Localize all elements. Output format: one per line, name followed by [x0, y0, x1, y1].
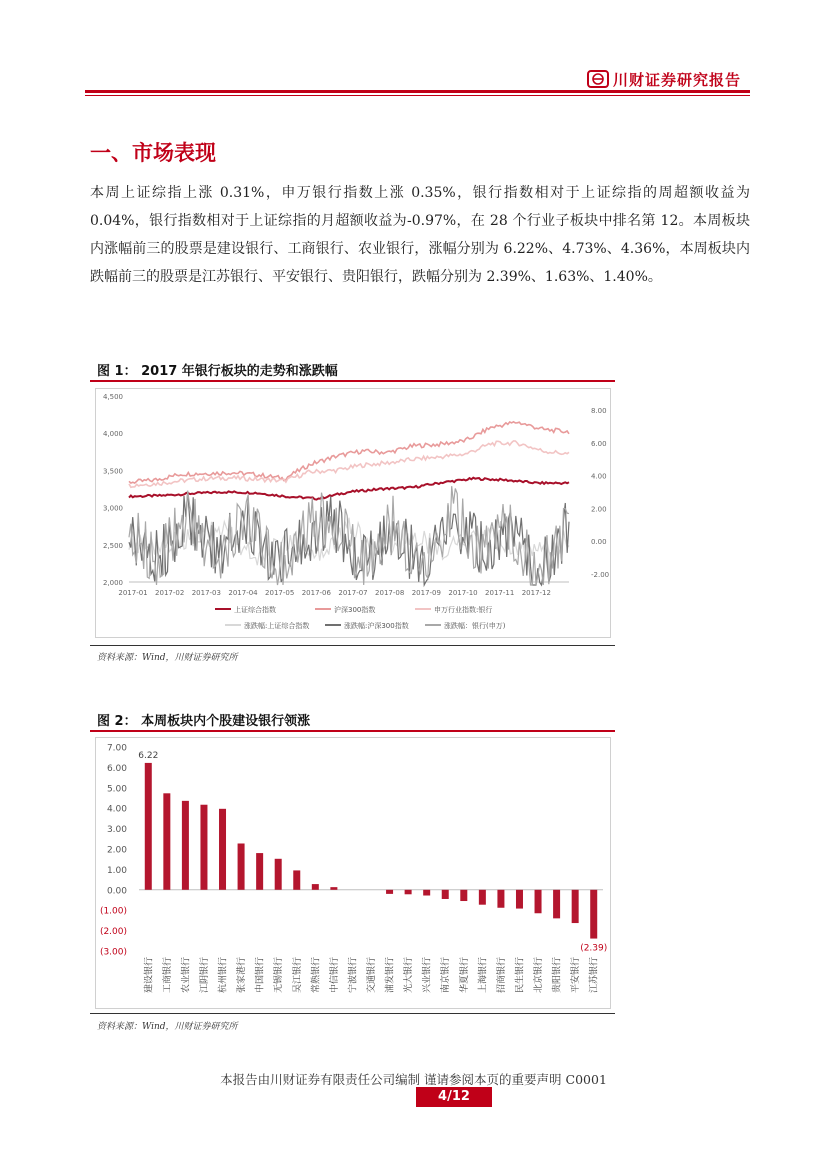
- body-paragraph: 本周上证综指上涨 0.31%，申万银行指数上涨 0.35%，银行指数相对于上证综指的周超额收益为 0.04%，银行指数相对于上证综指的月超额收益为-0.97%，在 28 个行业子板块中排名第 12。本周板块内涨幅前三的股票是建设银行、工商银行、农业银行，涨幅分别为 6.22%、4.73%、4.36%，本周板块内跌幅前三的股票是江苏银行、平安银行、贵阳银行，跌幅分别为 2.39%、1.63%、1.40%。: [90, 185, 750, 285]
- chart2-y-tick: 2.00: [106, 845, 127, 856]
- figure1-source: 资料来源：Wind，川财证券研究所: [97, 653, 238, 663]
- chart2-bar: [330, 887, 337, 890]
- chart2-bar: [516, 890, 523, 909]
- chart1-legend-label: 上证综合指数: [234, 606, 276, 614]
- chart2-bar: [442, 890, 449, 899]
- header-rule: [85, 90, 750, 93]
- figure2-rule: [90, 730, 615, 732]
- chart2-category-label: 宁波银行: [348, 957, 359, 994]
- chart2-category-label: 光大银行: [404, 957, 415, 994]
- chart2-bar: [219, 809, 226, 890]
- chart2-category-label: 张家港行: [237, 957, 248, 994]
- chart2-y-tick: 5.00: [106, 784, 127, 795]
- chart1-x-tick: 2017-12: [521, 589, 551, 597]
- brand-logo-icon: [587, 70, 609, 88]
- chart2-category-label: 兴业银行: [422, 957, 433, 994]
- chart1-x-tick: 2017-05: [265, 589, 295, 597]
- chart2-data-label-last: (2.39): [580, 943, 608, 954]
- chart1-x-tick: 2017-09: [411, 589, 441, 597]
- chart1-right-tick: 0.00: [591, 538, 607, 547]
- chart2-category-label: 农业银行: [181, 957, 192, 994]
- chart2-bar: [312, 884, 319, 890]
- chart2-category-label: 江阴银行: [199, 957, 210, 994]
- figure1-rule: [90, 380, 615, 382]
- chart1-right-tick: 4.00: [591, 472, 607, 481]
- chart1-x-tick: 2017-10: [448, 589, 478, 597]
- figure2-title: 图 2： 本周板块内个股建设银行领涨: [97, 714, 311, 729]
- chart1-x-tick: 2017-04: [228, 589, 258, 597]
- chart2-bar: [460, 890, 467, 901]
- chart2-bar: [535, 890, 542, 913]
- chart1-legend-label: 涨跌幅:沪深300指数: [344, 622, 409, 630]
- chart2-y-tick: 0.00: [106, 886, 127, 897]
- chart2-y-tick: 6.00: [106, 763, 127, 774]
- chart2-bar: [497, 890, 504, 908]
- chart2-category-label: 北京银行: [534, 957, 545, 994]
- chart1-x-tick: 2017-03: [191, 589, 221, 597]
- footer-disclaimer: 本报告由川财证券有限责任公司编制 谨请参阅本页的重要声明 C0001: [220, 1072, 607, 1087]
- figure1-bottom-rule: [90, 645, 615, 646]
- chart1-legend-label: 涨跌幅：银行(申万): [444, 622, 506, 630]
- chart2-category-label: 平安银行: [571, 957, 582, 994]
- chart1-x-tick: 2017-07: [338, 589, 368, 597]
- chart2-y-tick: 4.00: [106, 804, 127, 815]
- chart1-frame: [96, 389, 611, 638]
- chart2-bar: [182, 801, 189, 890]
- chart2-y-tick: (2.00): [99, 927, 127, 938]
- chart2-category-label: 杭州银行: [218, 957, 229, 994]
- chart2-category-label: 常熟银行: [311, 957, 322, 994]
- chart2-bar: [405, 890, 412, 894]
- chart2-category-label: 建设银行: [144, 957, 155, 994]
- chart1-legend-label: 涨跌幅:上证综合指数: [244, 622, 310, 630]
- chart2-category-label: 工商银行: [162, 957, 173, 994]
- chart2-y-tick: (3.00): [99, 947, 127, 958]
- chart2-bar: [275, 859, 282, 890]
- chart1: [95, 388, 611, 638]
- chart2-category-label: 浦发银行: [385, 957, 396, 994]
- chart1-x-tick: 2017-08: [375, 589, 405, 597]
- chart2-bar: [572, 890, 579, 923]
- chart2-category-label: 中信银行: [329, 957, 340, 994]
- chart2-category-label: 上海银行: [478, 957, 489, 994]
- chart2-bar: [256, 853, 263, 890]
- chart2-data-label-first: 6.22: [138, 750, 159, 761]
- chart2-bar: [145, 763, 152, 890]
- chart2: [95, 737, 611, 1009]
- chart2-bar: [293, 870, 300, 889]
- chart1-left-tick: 3,500: [102, 467, 123, 476]
- chart2-bar: [163, 793, 170, 889]
- chart1-x-tick: 2017-02: [155, 589, 185, 597]
- chart1-legend-label: 沪深300指数: [334, 606, 376, 614]
- chart2-category-label: 中国银行: [255, 957, 266, 994]
- header-rule-thin: [85, 95, 750, 96]
- chart2-y-tick: 3.00: [106, 825, 127, 836]
- chart2-category-label: 民生银行: [515, 957, 526, 994]
- chart1-x-tick: 2017-06: [301, 589, 331, 597]
- chart2-y-tick: 1.00: [106, 865, 127, 876]
- figure2-source: 资料来源：Wind，川财证券研究所: [97, 1022, 238, 1032]
- section-title: 一、市场表现: [90, 141, 216, 165]
- chart2-category-label: 江苏银行: [589, 957, 600, 994]
- chart1-right-tick: 2.00: [591, 505, 607, 514]
- chart1-left-tick: 4,500: [102, 393, 123, 401]
- chart1-right-tick: -2.00: [591, 571, 610, 579]
- chart1-legend-label: 申万行业指数:银行: [434, 606, 493, 614]
- chart2-category-label: 吴江银行: [292, 957, 303, 994]
- chart2-category-label: 华夏银行: [459, 957, 470, 994]
- chart2-bar: [200, 805, 207, 890]
- chart1-left-tick: 2,000: [102, 579, 123, 587]
- chart2-category-label: 南京银行: [441, 957, 452, 994]
- chart1-left-tick: 4,000: [102, 430, 123, 439]
- figure2-bottom-rule: [90, 1013, 615, 1014]
- chart2-category-label: 无锡银行: [274, 957, 285, 994]
- chart2-category-label: 招商银行: [496, 957, 507, 994]
- figure1-title: 图 1： 2017 年银行板块的走势和涨跌幅: [97, 364, 338, 379]
- chart2-bar: [590, 890, 597, 939]
- chart1-right-tick: 6.00: [591, 439, 607, 448]
- chart1-left-tick: 3,000: [102, 504, 123, 513]
- chart1-right-tick: 8.00: [591, 407, 607, 415]
- header-brand: 川财证券研究报告: [613, 71, 742, 89]
- chart2-category-label: 贵阳银行: [552, 957, 563, 994]
- chart2-bar: [423, 890, 430, 896]
- chart2-category-label: 交通银行: [367, 957, 377, 994]
- chart2-bar: [479, 890, 486, 905]
- chart2-y-tick: (1.00): [99, 906, 127, 917]
- chart1-x-tick: 2017-01: [118, 589, 148, 597]
- chart1-left-tick: 2,500: [102, 541, 123, 550]
- chart2-bar: [553, 890, 560, 919]
- chart2-bar: [386, 890, 393, 894]
- chart2-y-tick: 7.00: [106, 743, 127, 754]
- chart1-x-tick: 2017-11: [485, 589, 515, 597]
- chart2-bar: [238, 843, 245, 889]
- page-number: 4/12: [416, 1087, 492, 1107]
